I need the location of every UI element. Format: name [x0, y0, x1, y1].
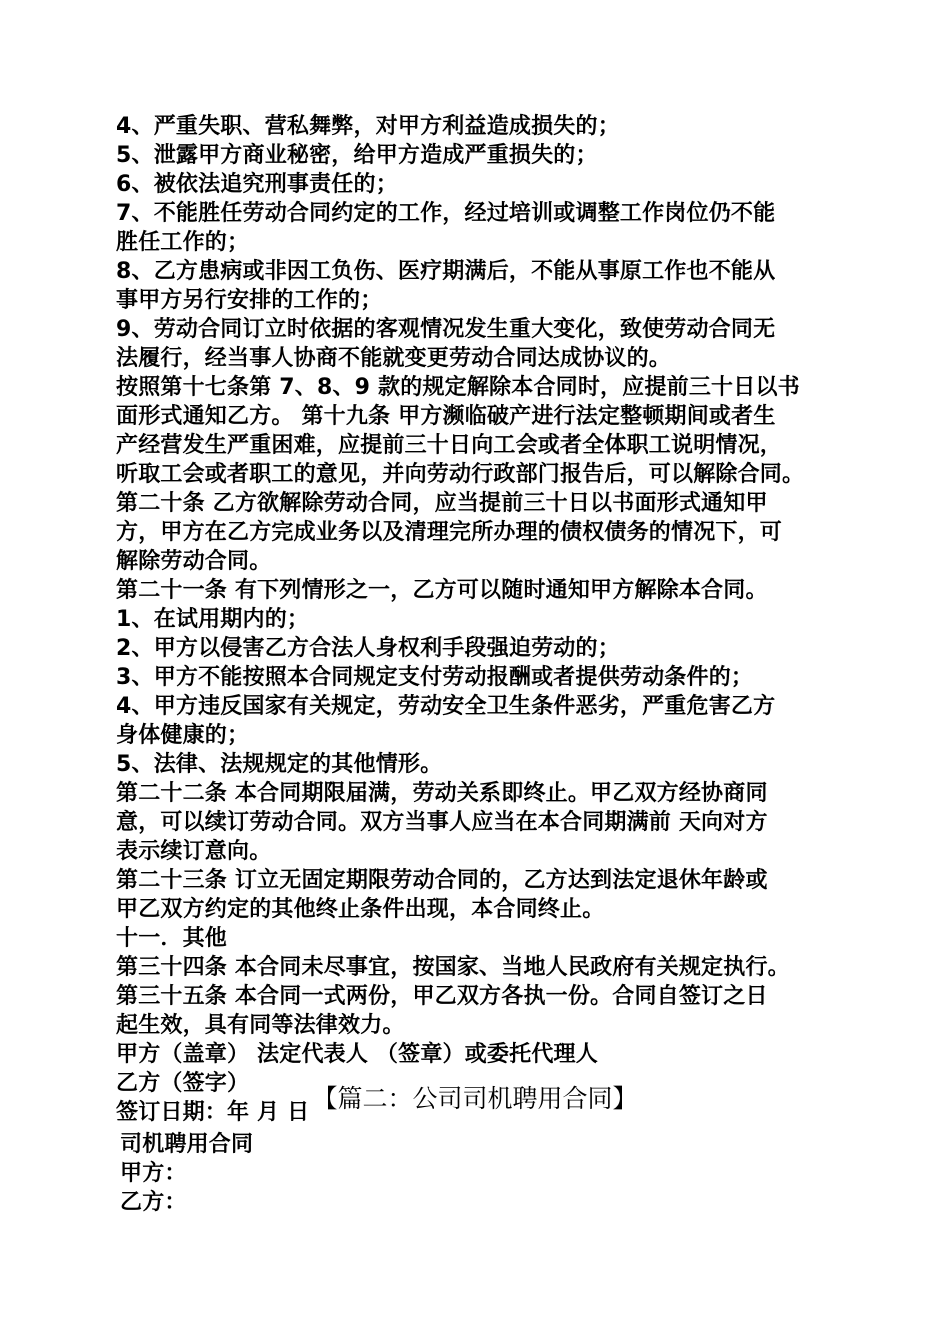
clause-line: 第三十四条 本合同未尽事宜，按国家、当地人民政府有关规定执行。	[116, 955, 790, 980]
clause-line: 第三十五条 本合同一式两份，甲乙双方各执一份。合同自签订之日	[116, 984, 768, 1009]
clause-line: 4、严重失职、营私舞弊，对甲方利益造成损失的；	[116, 114, 620, 139]
clause-line: 8、乙方患病或非因工负伤、医疗期满后，不能从事原工作也不能从	[116, 259, 776, 284]
clause-line: 甲乙双方约定的其他终止条件出现，本合同终止。	[116, 897, 605, 922]
signing-date: 签订日期：年 月 日	[116, 1100, 310, 1125]
clause-line: 3、甲方不能按照本合同规定支付劳动报酬或者提供劳动条件的；	[116, 665, 754, 690]
clause-line: 1、在试用期内的；	[116, 607, 310, 632]
clause-line: 7、不能胜任劳动合同约定的工作，经过培训或调整工作岗位仍不能	[116, 201, 776, 226]
clause-line: 意，可以续订劳动合同。双方当事人应当在本合同期满前 天向对方	[116, 810, 768, 835]
signature-party-b: 乙方（签字）	[116, 1071, 250, 1096]
clause-line: 2、甲方以侵害乙方合法人身权利手段强迫劳动的；	[116, 636, 620, 661]
party-a-label: 甲方：	[120, 1161, 187, 1186]
clause-line: 第二十一条 有下列情形之一，乙方可以随时通知甲方解除本合同。	[116, 578, 768, 603]
clause-line: 第二十条 乙方欲解除劳动合同，应当提前三十日以书面形式通知甲	[116, 491, 768, 516]
clause-line: 解除劳动合同。	[116, 549, 272, 574]
clause-line: 胜任工作的；	[116, 230, 250, 255]
contract-clauses	[116, 112, 856, 1127]
clause-line: 9、劳动合同订立时依据的客观情况发生重大变化，致使劳动合同无	[116, 317, 776, 342]
clause-line: 4、甲方违反国家有关规定，劳动安全卫生条件恶劣，严重危害乙方	[116, 694, 776, 719]
clause-line: 第二十三条 订立无固定期限劳动合同的，乙方达到法定退休年龄或	[116, 868, 768, 893]
clause-line: 产经营发生严重困难，应提前三十日向工会或者全体职工说明情况，	[116, 433, 783, 458]
clause-line: 起生效，具有同等法律效力。	[116, 1013, 405, 1038]
clause-line: 6、被依法追究刑事责任的；	[116, 172, 398, 197]
clause-line: 身体健康的；	[116, 723, 250, 748]
clause-line: 5、法律、法规规定的其他情形。	[116, 752, 443, 777]
clause-line: 按照第十七条第 7、8、9 款的规定解除本合同时，应提前三十日以书	[116, 375, 800, 400]
section-heading: 【篇二：公司司机聘用合同】	[312, 1084, 638, 1113]
contract-title: 司机聘用合同	[120, 1132, 254, 1157]
clause-line: 听取工会或者职工的意见，并向劳动行政部门报告后，可以解除合同。	[116, 462, 805, 487]
clause-line: 事甲方另行安排的工作的；	[116, 288, 383, 313]
clause-line: 表示续订意向。	[116, 839, 272, 864]
section-title-other: 十一．其他	[116, 926, 228, 951]
clause-line: 法履行，经当事人协商不能就变更劳动合同达成协议的。	[116, 346, 672, 371]
signature-party-a: 甲方（盖章） 法定代表人 （签章）或委托代理人	[116, 1042, 598, 1067]
clause-line: 第二十二条 本合同期限届满，劳动关系即终止。甲乙双方经协商同	[116, 781, 768, 806]
clause-line: 5、泄露甲方商业秘密，给甲方造成严重损失的；	[116, 143, 598, 168]
clause-line: 方，甲方在乙方完成业务以及清理完所办理的债权债务的情况下，可	[116, 520, 783, 545]
party-b-label: 乙方：	[120, 1190, 187, 1215]
second-contract	[120, 1130, 820, 1217]
clause-line: 面形式通知乙方。 第十九条 甲方濒临破产进行法定整顿期间或者生	[116, 404, 776, 429]
